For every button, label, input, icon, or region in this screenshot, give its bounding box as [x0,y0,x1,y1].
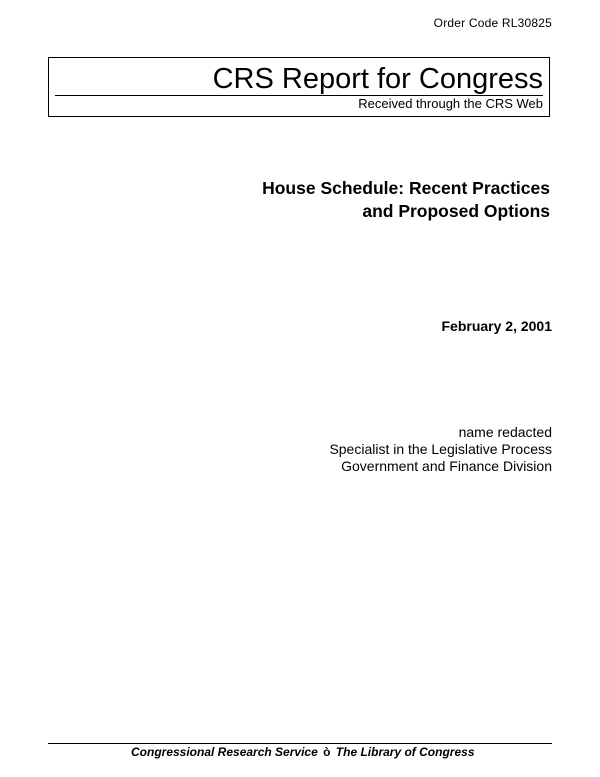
footer-rule [48,743,552,744]
document-title-line-2: and Proposed Options [362,201,550,221]
footer-right-text: The Library of Congress [335,745,475,759]
author-position: Specialist in the Legislative Process [329,441,552,457]
report-subtitle: Received through the CRS Web [358,96,543,111]
footer [131,745,475,759]
footer-left-text: Congressional Research Service [131,745,318,759]
document-title [262,177,550,223]
document-date: February 2, 2001 [441,318,552,334]
author-division: Government and Finance Division [341,458,552,474]
author-name: name redacted [458,424,552,440]
footer-separator: ò [323,745,331,759]
author-block [329,424,552,475]
document-title-line-1: House Schedule: Recent Practices [262,178,550,198]
report-header-box [48,57,550,117]
order-code: Order Code RL30825 [433,16,552,30]
report-title: CRS Report for Congress [212,63,543,95]
